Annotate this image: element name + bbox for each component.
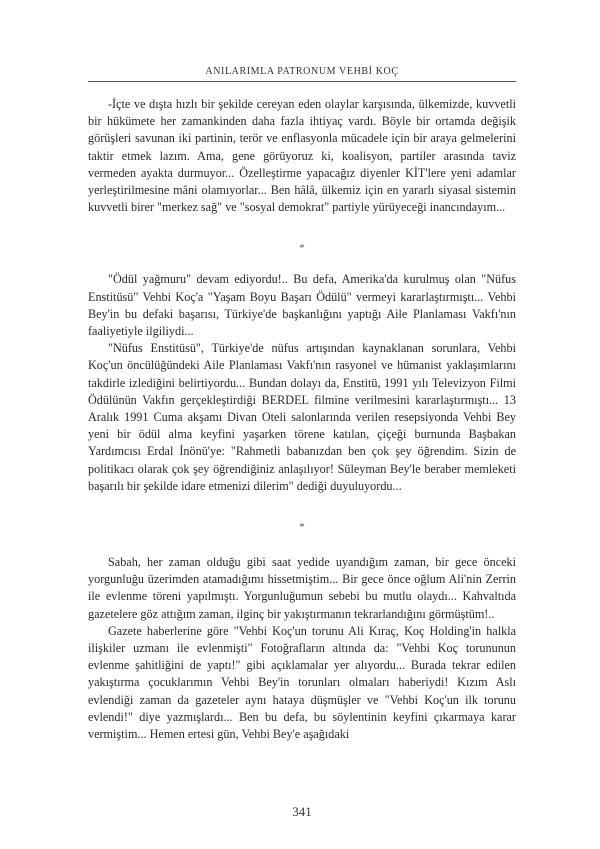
paragraph-politics: -İçte ve dışta hızlı bir şekilde cereyan eden olaylar karşısında, ülkemizde, kuvvetli bir hükümete her zamankinden daha fazla ihtiyaç vardı. Böyle bir ortamda değişik görüşleri savunan iki partinin, terör ve enflasyonla mücadele için bir araya gelmelerini taktir etmek lazım. Ama, gene görüyoruz ki, koalisyon, partiler arasında taviz vermeden ayakta durmuyor... Özelleştirme yapacağız diyenler KİT'lere yeni adamlar yerleştirilmesine mâni olamıyorlar... Ben hâlâ, ülkemiz için en yararlı siyasal sistemin kuvvetli birer "merkez sağ" ve "sosyal demokrat" partiyle yürüyeceği inancındayım... (88, 97, 516, 215)
paragraph-population-institute: "Nüfus Enstitüsü", Türkiye'de nüfus artışından kaynaklanan sorunlara, Vehbi Koç'un öncülüğündeki Aile Planlaması Vakfı'nın rasyonel ve hümanist yaklaşımlarını takdirle izlediğini belirtiyordu... Bundan dolayı da, Enstitü, 1991 yılı Televizyon Filmi Ödülünün Vakfın gerçekleştirdiği BERDEL filmine verilmesini kararlaştırmıştı... 13 Aralık 1991 Cuma akşamı Divan Oteli salonlarında verilen resepsiyonda Vehbi Bey yeni bir ödül alma keyfini yaşarken törene katılan, çiçeği burnunda Başbakan Yardımcısı Erdal İnönü'ye: "Rahmetli babanızdan ben çok şey öğrendim. Sizin de politikacı olarak çok şey öğrendiğiniz anlaşılıyor! Süleyman Bey'le beraber memleketi başarılı bir şekilde idare etmenizi dilerim" dediği duyuluyordu... (88, 341, 516, 493)
section-separator: * (299, 521, 305, 534)
page-number: 341 (292, 804, 312, 819)
running-header: ANILARIMLA PATRONUM VEHBİ KOÇ (205, 66, 399, 77)
header-rule (88, 81, 516, 82)
section-separator: * (299, 242, 305, 255)
paragraph-wedding-morning: Sabah, her zaman olduğu gibi saat yedide uyandığım zaman, bir gece önceki yorgunluğu üzerimden atamadığımı hissetmiştim... Bir gece önce oğlum Ali'nin Zerrin ile evlenme töreni yapılmıştı. Yorgunluğumun sebebi bu mutlu olaydı... Kahvaltıda gazetelere göz attığım zaman, ilginç bir yakıştırmanın tekrarlandığını görmüştüm!.. (88, 555, 516, 621)
paragraph-newspaper-reports: Gazete haberlerine göre "Vehbi Koç'un torunu Ali Kıraç, Koç Holding'in halkla ilişkiler uzmanı ile evlenmişti" Fotoğrafların altında da: "Vehbi Koç torununun evlenme şahitliğini de yaptı!" gibi açıklamalar yer alıyordu... Burada tekrar edilen yakıştırma çocuklarımın Vehbi Bey'in torunları olmaları haberiydi! Kızım Aslı evlendiği zaman da gazeteler aynı hataya düşmüşler ve "Vehbi Koç'un ilk torunu evlendi!" diye yazmışlardı... Ben bu defa, bu söylentinin keyfini çıkarmaya karar vermiştim... Hemen ertesi gün, Vehbi Bey'e aşağıdaki (88, 623, 516, 742)
body-text (88, 96, 516, 743)
paragraph-award-intro: "Ödül yağmuru" devam ediyordu!.. Bu defa, Amerika'da kurulmuş olan "Nüfus Enstitüsü" Vehbi Koç'a "Yaşam Boyu Başarı Ödülü" vermeyi kararlaştırmıştı... Vehbi Bey'in bu defaki başarısı, Türkiye'de başkanlığını yaptığı Aile Planlaması Vakfı'nın faaliyetiyle ilgiliydi... (88, 272, 516, 339)
